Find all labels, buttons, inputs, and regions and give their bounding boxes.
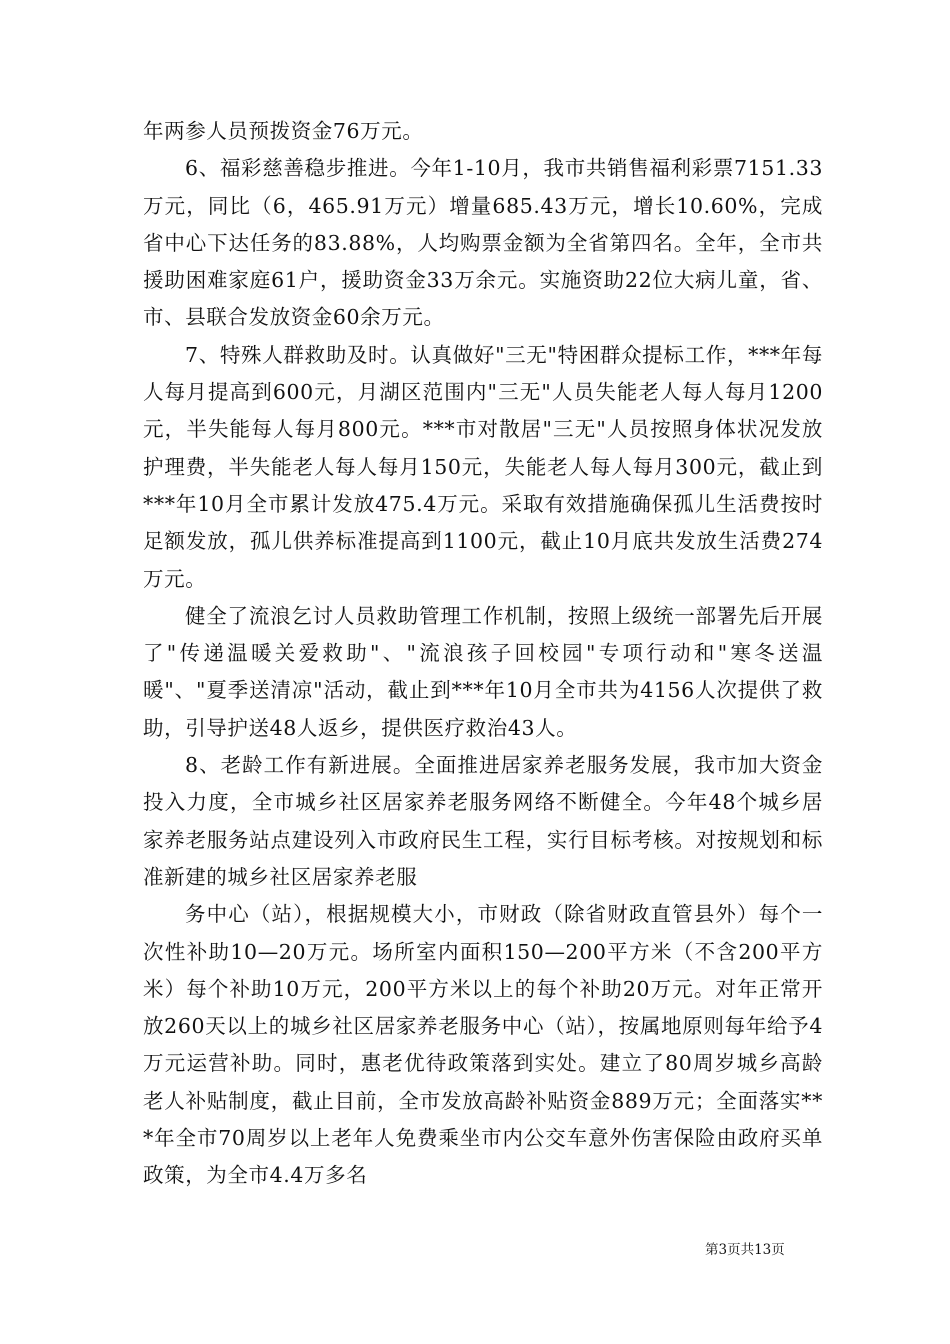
paragraph-1: 年两参人员预拨资金76万元。 bbox=[143, 119, 424, 143]
paragraph-6: 务中心（站），根据规模大小，市财政（除省财政直管县外）每个一次性补助10—20万元。场所室内面积150—200平方米（不含200平方米）每个补助10万元，200平方米以上的每个补助20万元。对年正常开放260天以上的城乡社区居家养老服务中心（站），按属地原则每年给予4万元运营补助。同时，惠老优待政策落到实处。建立了80周岁城乡高龄老人补贴制度，截止目前，全市发放高龄补贴资金889万元；全面落实***年全市70周岁以上老年人免费乘坐市内公交车意外伤害保险由政府买单政策，为全市4.4万多名 bbox=[143, 902, 823, 1188]
paragraph-2: 6、福彩慈善稳步推进。今年1-10月，我市共销售福利彩票7151.33万元，同比（6，465.91万元）增量685.43万元，增长10.60%，完成省中心下达任务的83.88%，人均购票金额为全省第四名。全年，全市共援助困难家庭61户，援助资金33万余元。实施资助22位大病儿童，省、市、县联合发放资金60余万元。 bbox=[143, 156, 823, 330]
document-body bbox=[143, 113, 823, 1195]
page-number: 第3页共13页 bbox=[705, 1242, 785, 1258]
paragraph-3: 7、特殊人群救助及时。认真做好"三无"特困群众提标工作，***年每人每月提高到600元，月湖区范围内"三无"人员失能老人每人每月1200元，半失能每人每月800元。***市对散居"三无"人员按照身体状况发放护理费，半失能老人每人每月150元，失能老人每人每月300元，截止到***年10月全市累计发放475.4万元。采取有效措施确保孤儿生活费按时足额发放，孤儿供养标准提高到1100元，截止10月底共发放生活费274万元。 bbox=[143, 342, 823, 591]
paragraph-4: 健全了流浪乞讨人员救助管理工作机制，按照上级统一部署先后开展了"传递温暖关爱救助"、"流浪孩子回校园"专项行动和"寒冬送温暖"、"夏季送清凉"活动，截止到***年10月全市共为4156人次提供了救助，引导护送48人返乡，提供医疗救治43人。 bbox=[143, 603, 823, 740]
paragraph-5: 8、老龄工作有新进展。全面推进居家养老服务发展，我市加大资金投入力度，全市城乡社区居家养老服务网络不断健全。今年48个城乡居家养老服务站点建设列入市政府民生工程，实行目标考核。对按规划和标准新建的城乡社区居家养老服 bbox=[143, 753, 823, 889]
